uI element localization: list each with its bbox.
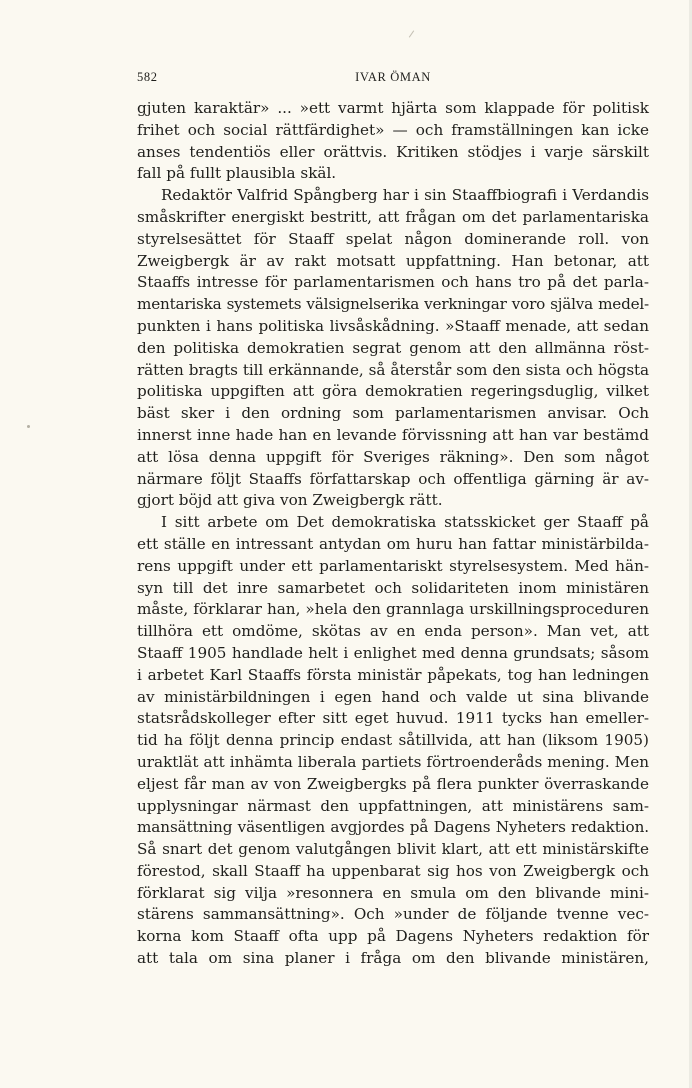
text-line: mentariska systemets välsignelserika verkningar voro själva medel- <box>137 295 649 314</box>
text-line: bäst sker i den ordning som parlamentarismen anvisar. Och <box>137 404 649 423</box>
text-line: syn till det inre samarbetet och solidariteten inom ministären <box>137 578 649 597</box>
text-line: eljest får man av von Zweigbergks på flera punkter överraskande <box>137 774 649 793</box>
text-line: frihet och social rättfärdighet» — och framställningen kan icke <box>137 120 649 139</box>
text-line: att tala om sina planer i fråga om den blivande ministären, <box>137 949 649 968</box>
text-line: upplysningar närmast den uppfattningen, att ministärens sam- <box>137 796 649 815</box>
text-line: punkten i hans politiska livsåskådning. »Staaff menade, att sedan <box>137 316 649 335</box>
text-line: innerst inne hade han en levande förvissning att han var bestämd <box>137 425 649 444</box>
text-line: uraktlät att inhämta liberala partiets förtroenderåds mening. Men <box>137 752 649 771</box>
text-line: måste, förklarar han, »hela den grannlaga urskillningsproceduren <box>137 600 649 619</box>
text-line: ett ställe en intressant antydan om huru han fattar ministärbilda- <box>137 534 649 553</box>
text-line: Staaffs intresse för parlamentarismen och hans tro på det parla- <box>137 273 649 292</box>
text-line: mansättning väsentligen avgjordes på Dagens Nyheters redaktion. <box>137 818 649 837</box>
text-line: politiska uppgiften att göra demokratien regeringsduglig, vilket <box>137 382 649 401</box>
text-line: fall på fullt plausibla skäl. <box>137 164 337 183</box>
page-number: 582 <box>137 70 158 84</box>
text-line: styrelsesättet för Staaff spelat någon dominerande roll. von <box>137 229 649 248</box>
text-line: i arbetet Karl Staaffs första ministär påpekats, tog han ledningen <box>137 665 649 684</box>
text-line: att lösa denna uppgift för Sveriges räkning». Den som något <box>137 447 649 466</box>
running-head-author: IVAR ÖMAN <box>355 70 431 84</box>
text-line: korna kom Staaff ofta upp på Dagens Nyheters redaktion för <box>137 927 649 946</box>
text-line: rätten bragts till erkännande, så återstår som den sista och högsta <box>137 360 649 379</box>
text-line: tid ha följt denna princip endast såtillvida, att han (liksom 1905) <box>137 731 649 750</box>
text-line: stärens sammansättning». Och »under de följande tvenne vec- <box>137 905 649 924</box>
text-line: anses tendentiös eller orättvis. Kritiken stödjes i varje särskilt <box>137 142 649 161</box>
text-line: Zweigbergk är av rakt motsatt uppfattning. Han betonar, att <box>137 251 649 270</box>
text-line: rens uppgift under ett parlamentariskt styrelsesystem. Med hän- <box>137 556 649 575</box>
text-line: statsrådskolleger efter sitt eget huvud. 1911 tycks han emeller- <box>137 709 649 728</box>
text-line: småskrifter energiskt bestritt, att frågan om det parlamentariska <box>137 207 649 226</box>
paragraph-first-line: Redaktör Valfrid Spångberg har i sin Staaffbiografi i Verdandis <box>161 186 649 205</box>
text-line: gjort böjd att giva von Zweigbergk rätt. <box>137 491 443 510</box>
paper-speck <box>409 30 414 37</box>
text-line: gjuten karaktär» ... »ett varmt hjärta som klappade för politisk <box>137 99 649 117</box>
margin-mark <box>27 425 30 428</box>
body-text <box>137 98 649 970</box>
text-line: förklarat sig vilja »resonnera en smula om den blivande mini- <box>137 883 649 902</box>
running-head <box>137 70 649 88</box>
text-line: närmare följt Staaffs författarskap och offentliga gärning är av- <box>137 469 649 488</box>
text-line: tillhöra ett omdöme, skötas av en enda person». Man vet, att <box>137 622 649 641</box>
text-line: förestod, skall Staaff ha uppenbarat sig hos von Zweigbergk och <box>137 861 649 880</box>
text-line: den politiska demokratien segrat genom att den allmänna röst- <box>137 338 649 357</box>
text-line: Så snart det genom valutgången blivit klart, att ett ministärskifte <box>137 840 649 859</box>
text-line: Staaff 1905 handlade helt i enlighet med denna grundsats; såsom <box>137 643 649 662</box>
text-line: av ministärbildningen i egen hand och valde ut sina blivande <box>137 687 649 706</box>
paragraph-first-line: I sitt arbete om Det demokratiska statsskicket ger Staaff på <box>161 513 649 532</box>
